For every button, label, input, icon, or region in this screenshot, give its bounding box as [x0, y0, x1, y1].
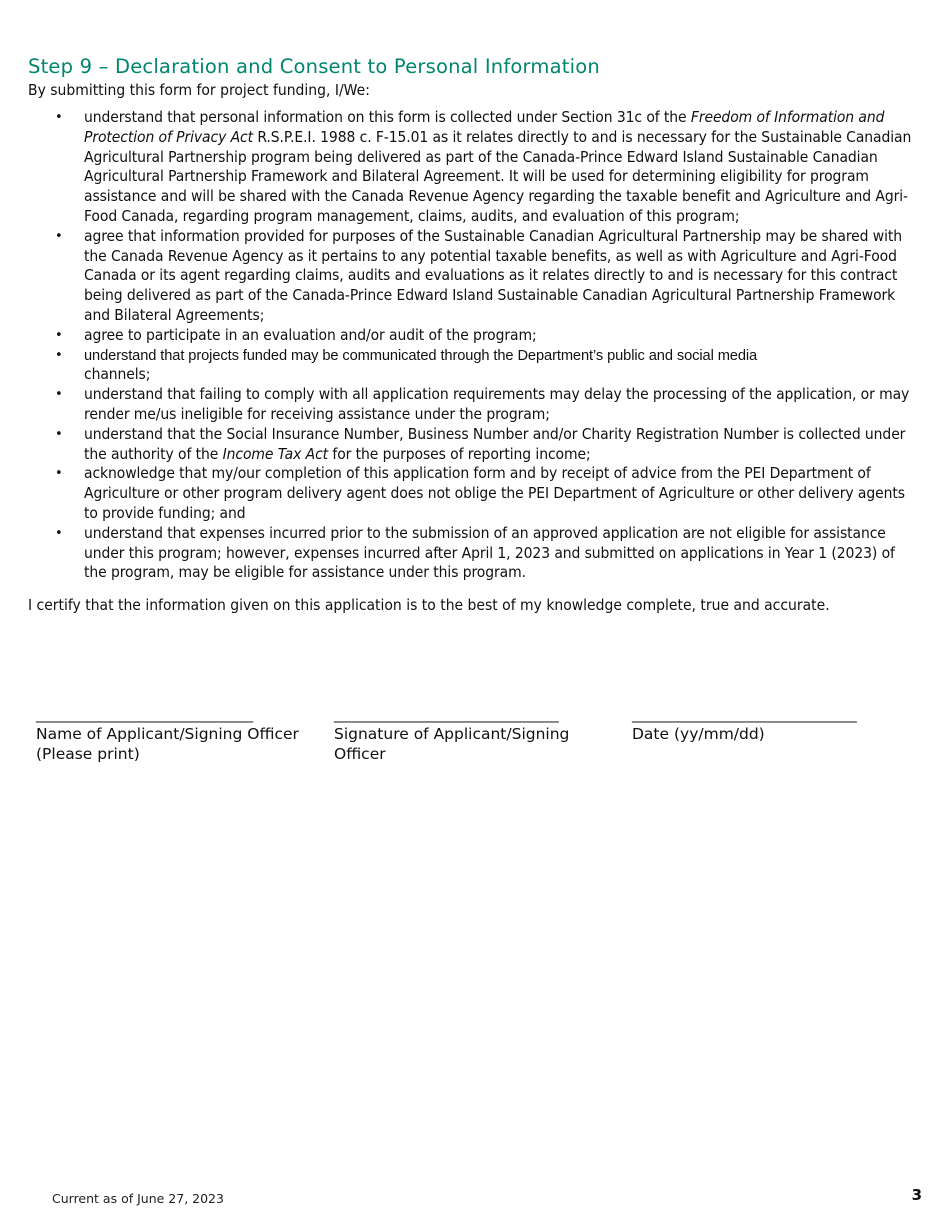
name-field[interactable] [36, 704, 321, 764]
declaration-text: understand that the Social Insurance Number, Business Number and/or Charity Registration Number is collected under the authority of the Income Tax Act for the purposes of reporting income; [84, 424, 906, 463]
bullet-icon: • [55, 347, 63, 363]
list-item [28, 464, 923, 523]
heading-title: Declaration and Consent to Personal Information [114, 55, 600, 78]
heading-step: Step 9 [28, 55, 93, 78]
bullet-icon: • [55, 387, 63, 403]
page-number: 3 [911, 1186, 922, 1204]
signature-line[interactable]: _____________________________ [334, 705, 559, 723]
name-signature-line[interactable]: ____________________________ [36, 705, 253, 723]
declaration-list [28, 108, 923, 583]
declaration-text: agree that information provided for purposes of the Sustainable Canadian Agricultural Partnership may be shared with the Canada Revenue Agency as it pertains to any potential taxable benefits, as well as with Agriculture and Agri-Food Canada or its agent regarding claims, audits and evaluations as it relates directly to and is necessary for this contract being delivered as part of the Canada-Prince Edward Island Sustainable Canadian Agricultural Partnership Framework and Bilateral Agreements; [84, 226, 902, 324]
declaration-text: understand that personal information on this form is collected under Section 31c of the Freedom of Information and Protection of Privacy Act R.S.P.E.I. 1988 c. F-15.01 as it relates directly to and is necessary for the Sustainable Canadian Agricultural Partnership program being delivered as part of the Canada-Prince Edward Island Sustainable Canadian Agricultural Partnership Framework and Bilateral Agreement. It will be used for determining eligibility for program assistance and will be shared with the Canada Revenue Agency regarding the taxable benefit and Agriculture and Agri-Food Canada, regarding program management, claims, audits, and evaluation of this program; [84, 108, 912, 225]
bullet-icon: • [55, 525, 63, 541]
act-title: Freedom of Information and Protection of Privacy Act [84, 108, 885, 146]
signature-field[interactable] [334, 704, 614, 764]
section-heading [28, 54, 923, 80]
footer-date-note: Current as of June 27, 2023 [52, 1191, 224, 1206]
date-field-label: Date (yy/mm/dd) [632, 725, 765, 743]
date-field[interactable] [632, 704, 912, 744]
bullet-icon: • [55, 327, 63, 343]
bullet-icon: • [55, 466, 63, 482]
bullet-icon: • [55, 426, 63, 442]
list-item [28, 227, 923, 326]
bullet-icon: • [55, 110, 63, 125]
certification-statement: I certify that the information given on this application is to the best of my knowledge complete, true and accurate. [28, 596, 830, 615]
declaration-text: understand that projects funded may be communicated through the Department’s public and social media channels; [84, 346, 758, 384]
list-item [28, 346, 923, 386]
declaration-text: agree to participate in an evaluation and/or audit of the program; [84, 325, 537, 344]
signature-block [36, 704, 916, 764]
list-item [28, 385, 923, 425]
list-item [28, 326, 923, 346]
declaration-text: acknowledge that my/our completion of this application form and by receipt of advice from the PEI Department of Agriculture or other program delivery agent does not oblige the PEI Department of Agriculture or other delivery agents to provide funding; and [84, 464, 905, 522]
declaration-section [28, 54, 923, 615]
act-title: Income Tax Act [222, 444, 329, 463]
list-item [28, 108, 923, 227]
list-item [28, 524, 923, 583]
section-intro: By submitting this form for project funding, I/We: [28, 81, 370, 99]
bullet-icon: • [55, 228, 63, 244]
date-line[interactable]: _____________________________ [632, 705, 857, 723]
name-field-label: Name of Applicant/Signing Officer (Please print) [36, 725, 299, 763]
declaration-text: understand that expenses incurred prior to the submission of an approved application are not eligible for assistance under this program; however, expenses incurred after April 1, 2023 and submitted on applications in Year 1 (2023) of the program, may be eligible for assistance under this program. [84, 523, 895, 582]
list-item [28, 425, 923, 465]
signature-field-label: Signature of Applicant/Signing Officer [334, 725, 570, 763]
declaration-text: understand that failing to comply with all application requirements may delay the processing of the application, or may render me/us ineligible for receiving assistance under the program; [84, 385, 910, 423]
heading-dash: – [98, 55, 109, 78]
